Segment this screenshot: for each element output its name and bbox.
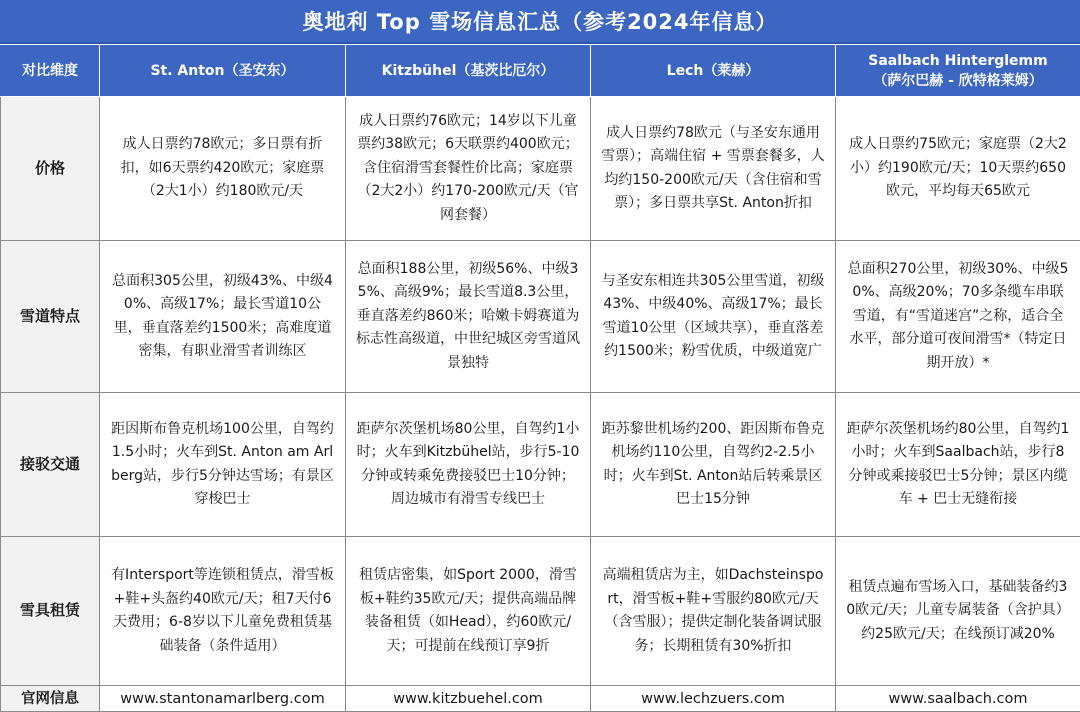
row-label-rental: 雪具租赁 — [1, 537, 100, 686]
table-cell: 总面积188公里，初级56%、中级35%、高级9%；最长雪道8.3公里，垂直落差约860米；哈嫩卡姆赛道为标志性高级道，中世纪城区旁雪道风景独特 — [346, 241, 591, 393]
page-title: 奥地利 Top 雪场信息汇总（参考2024年信息） — [0, 0, 1080, 44]
header-resort-lech — [591, 45, 836, 97]
table-cell: 距苏黎世机场约200、距因斯布鲁克机场约110公里，自驾约2-2.5小时；火车到St. Anton站后转乘景区巴士15分钟 — [591, 393, 836, 537]
table-header-row — [1, 45, 1080, 97]
table-cell: 总面积270公里，初级30%、中级50%、高级20%；70多条缆车串联雪道，有“雪道迷宫”之称，适合全水平，部分道可夜间滑雪*（特定日期开放）* — [836, 241, 1080, 393]
header-resort-saalbach — [836, 45, 1080, 97]
table-cell: 成人日票约78欧元；多日票有折扣，如6天票约420欧元；家庭票（2大1小）约180欧元/天 — [100, 97, 346, 241]
table-cell: 成人日票约78欧元（与圣安东通用雪票）；高端住宿 + 雪票套餐多，人均约150-200欧元/天（含住宿和雪票）；多日票共享St. Anton折扣 — [591, 97, 836, 241]
row-label-slopes: 雪道特点 — [1, 241, 100, 393]
table-row-rental — [1, 537, 1080, 686]
table-row-slopes — [1, 241, 1080, 393]
comparison-table — [0, 44, 1080, 712]
header-resort-name: St. Anton（圣安东） — [110, 61, 335, 81]
table-cell: 高端租赁店为主，如Dachsteinsport，滑雪板+鞋+雪服约80欧元/天（含雪服）；提供定制化装备调试服务；长期租赁有30%折扣 — [591, 537, 836, 686]
table-cell: 租赁店密集，如Sport 2000，滑雪板+鞋约35欧元/天；提供高端品牌装备租赁（如Head），约60欧元/天；可提前在线预订享9折 — [346, 537, 591, 686]
table-cell: 租赁点遍布雪场入口，基础装备约30欧元/天；儿童专属装备（含护具）约25欧元/天；在线预订减20% — [836, 537, 1080, 686]
header-resort-name: Saalbach Hinterglemm — [846, 51, 1070, 71]
header-resort-name: Lech（莱赫） — [601, 61, 825, 81]
header-dimension: 对比维度 — [1, 45, 100, 97]
table-cell: 距萨尔茨堡机场80公里，自驾约1小时；火车到Kitzbühel站，步行5-10分钟或转乘免费接驳巴士10分钟；周边城市有滑雪专线巴士 — [346, 393, 591, 537]
row-label-transport: 接驳交通 — [1, 393, 100, 537]
table-row-website — [1, 686, 1080, 712]
table-cell: 距因斯布鲁克机场100公里，自驾约1.5小时；火车到St. Anton am Arlberg站，步行5分钟达雪场；有景区穿梭巴士 — [100, 393, 346, 537]
header-resort-st-anton — [100, 45, 346, 97]
table-row-price — [1, 97, 1080, 241]
website-url: www.lechzuers.com — [591, 686, 836, 712]
website-url: www.stantonamarlberg.com — [100, 686, 346, 712]
website-url: www.saalbach.com — [836, 686, 1080, 712]
table-cell: 总面积305公里，初级43%、中级40%、高级17%；最长雪道10公里，垂直落差约1500米；高难度道密集，有职业滑雪者训练区 — [100, 241, 346, 393]
header-resort-subname: （萨尔巴赫 - 欣特格莱姆） — [846, 71, 1070, 91]
header-resort-kitzbuehel — [346, 45, 591, 97]
table-cell: 成人日票约75欧元；家庭票（2大2小）约190欧元/天；10天票约650欧元，平均每天65欧元 — [836, 97, 1080, 241]
table-cell: 与圣安东相连共305公里雪道，初级43%、中级40%、高级17%；最长雪道10公里（区域共享），垂直落差约1500米；粉雪优质，中级道宽广 — [591, 241, 836, 393]
table-row-transport — [1, 393, 1080, 537]
table-cell: 距萨尔茨堡机场约80公里，自驾约1小时；火车到Saalbach站，步行8分钟或乘接驳巴士5分钟；景区内缆车 + 巴士无缝衔接 — [836, 393, 1080, 537]
row-label-price: 价格 — [1, 97, 100, 241]
website-url: www.kitzbuehel.com — [346, 686, 591, 712]
table-cell: 有Intersport等连锁租赁点，滑雪板+鞋+头盔约40欧元/天；租7天付6天费用；6-8岁以下儿童免费租赁基础装备（条件适用） — [100, 537, 346, 686]
row-label-website: 官网信息 — [1, 686, 100, 712]
table-cell: 成人日票约76欧元；14岁以下儿童票约38欧元；6天联票约400欧元；含住宿滑雪套餐性价比高；家庭票（2大2小）约170-200欧元/天（官网套餐） — [346, 97, 591, 241]
header-resort-name: Kitzbühel（基茨比厄尔） — [356, 61, 580, 81]
